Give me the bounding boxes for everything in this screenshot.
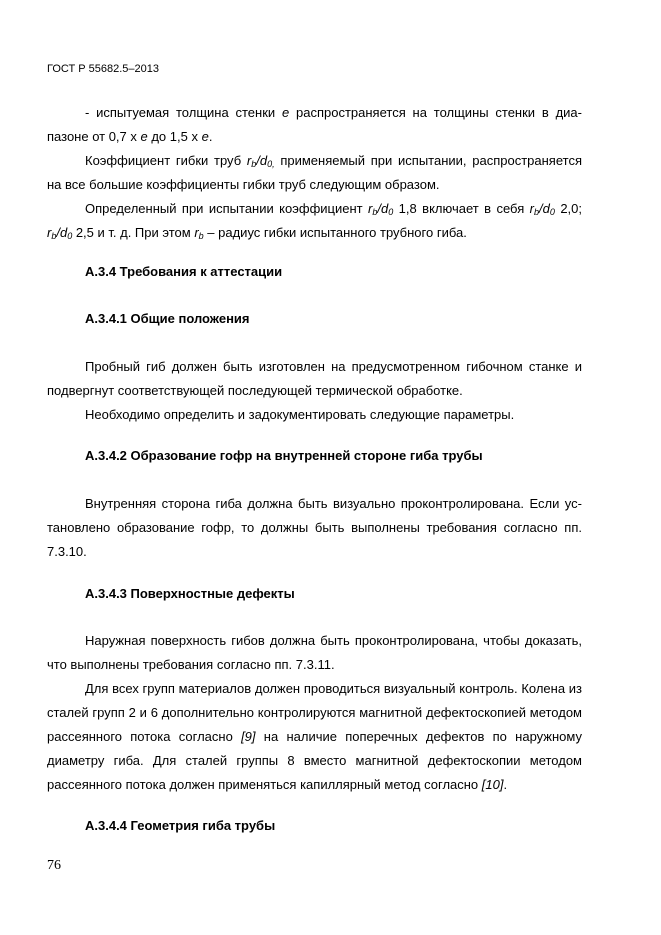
- section-heading-a3442-wrinkles: А.3.4.2 Образование гофр на внутренней стороне гиба трубы: [85, 448, 483, 463]
- paragraph-visual-inspection: Для всех групп материалов должен проводиться визуальный контроль. Колена из сталей групп 2 и 6 дополнительно контролируются магнитной дефектоскопией методом рассеянного потока согласно [9] на наличие поперечных дефектов по наружному диаметру гиба. Для сталей группы 8 вместо магнитной дефектоскопии методом рассеянного потока должен применяться капиллярный метод согласно [10].: [47, 681, 582, 792]
- paragraph-defined-ratio: Определенный при испытании коэффициент $r_b/d_0$ 1,8 включает в себя $r_b/d_0$ 2,0; $r_b/d_0$ 2,5 и т. д. При этом $r_b$ – радиус гибки испытанного трубного гиба.: [47, 201, 582, 241]
- paragraph-outer-surface: Наружная поверхность гибов должна быть проконтролирована, чтобы доказать, что выполнены требования согласно пп. 7.3.11.: [47, 633, 582, 672]
- section-heading-a3444-geometry: А.3.4.4 Геометрия гиба трубы: [85, 818, 276, 833]
- paragraph-test-bend: Пробный гиб должен быть изготовлен на предусмотренном гибочном станке и подвергнут соответствующей последующей термической обработке.: [47, 359, 582, 398]
- section-heading-a3443-surface-defects: А.3.4.3 Поверхностные дефекты: [85, 586, 295, 601]
- paragraph-parameters: Необходимо определить и задокументировать следующие параметры.: [85, 407, 515, 422]
- section-heading-a3441-general: А.3.4.1 Общие положения: [85, 311, 250, 326]
- document-header: ГОСТ Р 55682.5–2013: [47, 63, 159, 75]
- paragraph-bend-ratio: Коэффициент гибки труб $r_b/d_{0,}$ применяемый при испытании, распространяется на все большие коэффициенты гибки труб следующим образом.: [47, 153, 582, 192]
- paragraph-wall-thickness: - испытуемая толщина стенки e распространяется на толщины стенки в диапазоне от 0,7 х e до 1,5 х e.: [47, 105, 582, 144]
- page-number: 76: [47, 858, 61, 873]
- paragraph-inner-side: Внутренняя сторона гиба должна быть визуально проконтролирована. Если установлено образование гофр, то должны быть выполнены требования согласно пп. 7.3.10.: [47, 496, 582, 559]
- reference-10: [10]: [481, 777, 504, 792]
- section-heading-a344-requirements: А.3.4 Требования к аттестации: [85, 264, 283, 279]
- reference-9: [9]: [241, 729, 256, 744]
